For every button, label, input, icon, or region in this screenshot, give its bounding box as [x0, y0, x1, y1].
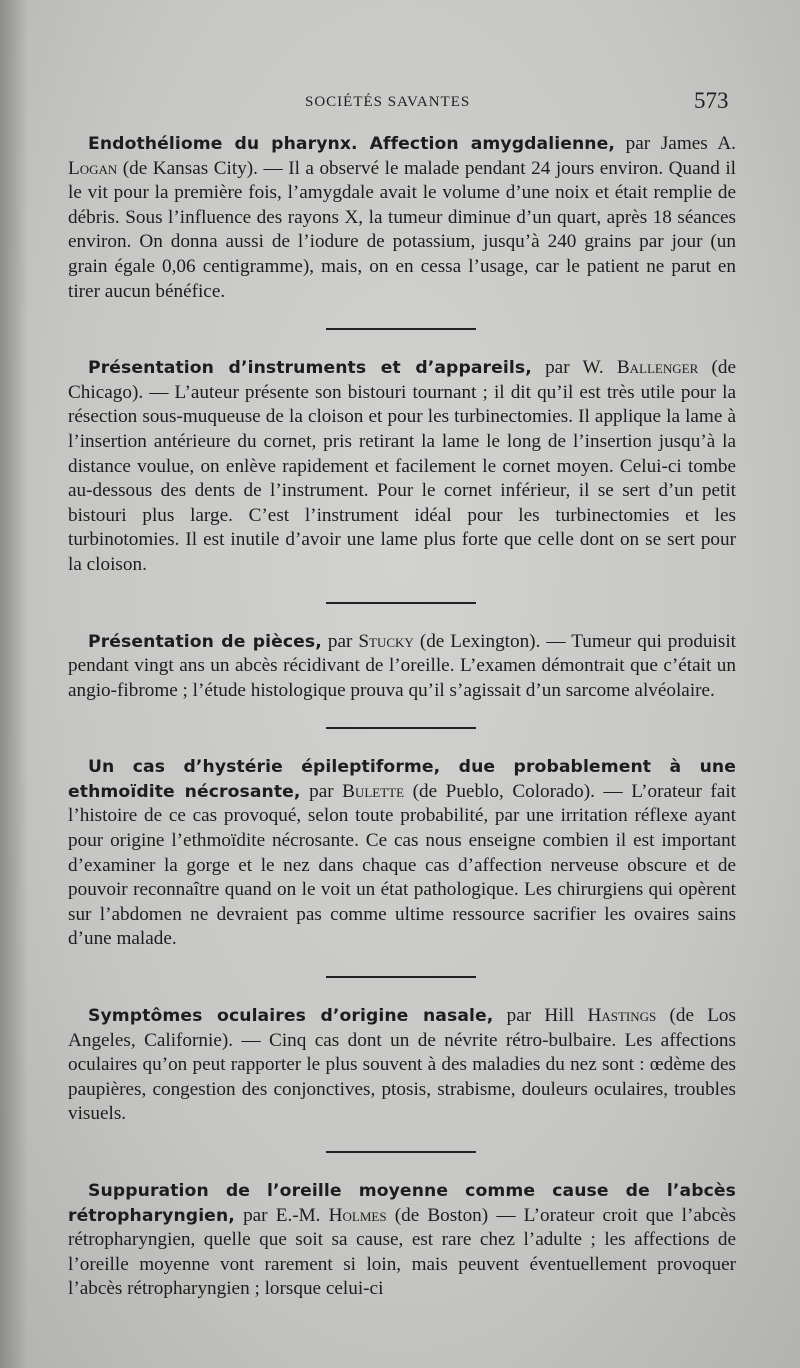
entry-author: Holmes: [328, 1204, 387, 1226]
entry-body: — L’orateur croit que l’abcès rétropharyngien, quelle que soit sa cause, est rare chez l’adulte ; les affections de l’oreille moyenne vont rarement si loin, mais peuvent éventuellement provoquer l’abcès rétropharyngien ; lorsque celui-ci: [68, 1204, 736, 1300]
entry-title: Présentation de pièces,: [88, 631, 322, 652]
entry-author: Logan: [68, 157, 118, 179]
entry-author-prefix: par James A.: [615, 133, 736, 154]
section-divider: [68, 1127, 736, 1179]
entry-author-suffix: (de Boston): [386, 1204, 489, 1226]
entry-suppuration: [68, 1179, 736, 1302]
page-body: [68, 132, 736, 1302]
entry-body: — Il a observé le malade pendant 24 jours environ. Quand il le vit pour la première fois, l’amygdale avait le volume d’une noix et était remplie de débris. Sous l’influence des rayons X, la tumeur diminue d’un quart, après 18 séances environ. On donna aussi de l’iodure de potassium, jusqu’à 240 grains par jour (un grain égale 0,06 centigramme), mais, on en cessa l’usage, car le patient ne parut en tirer aucun bénéfice.: [68, 157, 736, 302]
section-divider: [68, 952, 736, 1004]
entry-title: Symptômes oculaires d’origine nasale,: [88, 1006, 494, 1027]
entry-author: Stucky: [358, 630, 414, 652]
entry-body: — L’orateur fait l’histoire de ce cas provoqué, selon toute probabilité, par une irritation réflexe ayant pour origine l’ethmoïdite nécrosante. Ce cas nous enseigne combien il est important d’examiner la gorge et le nez dans chaque cas d’affection nerveuse obscure et de pouvoir reconnaître quand on le voit un état pathologique. Les chirurgiens qui opèrent sur l’abdomen ne devraient pas comme ultime ressource sacrifier les ovaires sains d’une malade.: [68, 780, 737, 950]
entry-symptomes: [68, 1004, 736, 1127]
entry-author-prefix: par Hill: [493, 1005, 588, 1027]
entry-title: Un cas d’hystérie épileptiforme, due probablement à une ethmoïdite nécrosante,: [68, 757, 736, 802]
entry-body: — L’auteur présente son bistouri tournant ; il dit qu’il est très utile pour la résection sous-muqueuse de la cloison et pour les turbinectomies. Il applique la lame à l’insertion antérieure du cornet, pris retirant la lame le long de l’insertion jusqu’à la distance voulue, on enlève rapidement et facilement le cornet moyen. Celui-ci tombe au-dessous des dents de l’instrument. Pour le cornet inférieur, il se sert d’un petit bistouri plus large. C’est l’instrument idéal pour les turbinectomies et les turbinotomies. Il est inutile d’avoir une lame plus forte que celle dont on se sert pour la cloison.: [68, 381, 736, 575]
entry-author-suffix: (de Lexington).: [413, 630, 541, 652]
page-header: [0, 88, 800, 116]
entry-author-prefix: par: [321, 630, 359, 652]
entry-author: Hastings: [587, 1005, 657, 1027]
entry-author: Bulette: [342, 780, 405, 802]
entry-pieces: [68, 630, 736, 704]
entry-author-prefix: par W.: [531, 357, 617, 379]
entry-title: Suppuration de l’oreille moyenne comme cause de l’abcès rétropharyngien,: [68, 1181, 736, 1226]
entry-body: — Tumeur qui produisit pendant vingt ans un abcès récidivant de l’oreille. L’examen démontrait que c’était un angio-fibrome ; l’étude histologique prouva qu’il s’agissait d’un sarcome alvéolaire.: [68, 630, 736, 701]
entry-body: — Cinq cas dont un de névrite rétro-bulbaire. Les affections oculaires qu’on peut rapporter le plus souvent à des maladies du nez sont : œdème des paupières, congestion des conjonctives, ptosis, strabisme, douleurs oculaires, troubles visuels.: [68, 1029, 736, 1125]
entry-author: Ballenger: [616, 357, 699, 379]
section-divider: [68, 304, 736, 356]
entry-endotheliome: [68, 132, 736, 304]
page-gutter-shadow: [0, 0, 28, 1368]
entry-hysterie: [68, 755, 736, 952]
entry-instruments: [68, 356, 736, 577]
entry-title: Présentation d’instruments et d’appareils,: [88, 358, 532, 379]
entry-title: Endothéliome du pharynx. Affection amygdalienne,: [88, 134, 616, 154]
entry-author-prefix: par: [300, 780, 343, 802]
section-divider: [68, 578, 736, 630]
entry-author-suffix: (de Pueblo, Colorado).: [404, 780, 595, 802]
section-divider: [68, 703, 736, 755]
entry-author-suffix: (de Kansas City).: [117, 157, 258, 179]
entry-author-suffix: (de Los Angeles, Californie).: [68, 1005, 736, 1051]
entry-author-prefix: par E.-M.: [234, 1204, 329, 1226]
page-number: 573: [694, 88, 729, 113]
running-head: SOCIÉTÉS SAVANTES: [305, 94, 471, 110]
entry-author-suffix: (de Chicago).: [68, 357, 736, 403]
